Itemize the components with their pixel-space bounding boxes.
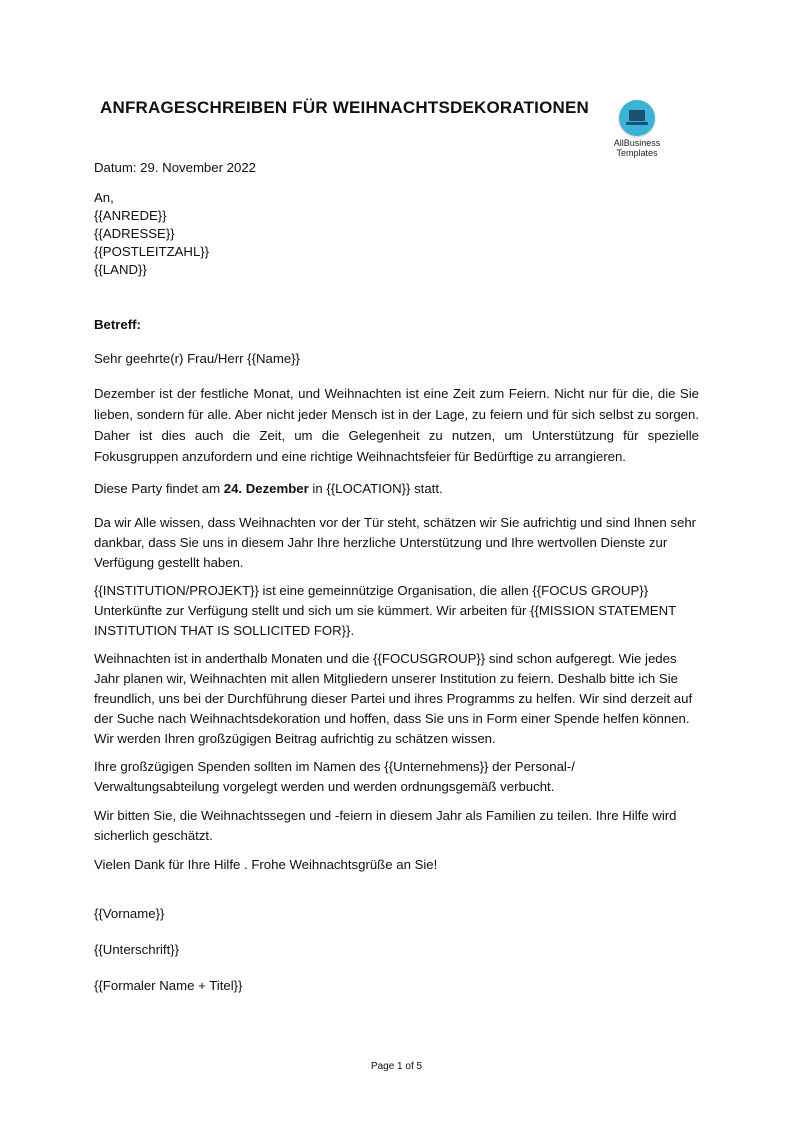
page-footer: Page 1 of 5 — [370, 1061, 423, 1072]
greeting: Sehr geehrte(r) Frau/Herr {{Name}} — [94, 351, 300, 366]
logo-line-2: Templates — [616, 148, 658, 158]
logo-text — [604, 138, 670, 158]
paragraph-institution: {{INSTITUTION/PROJEKT}} ist eine gemeinnützige Organisation, die allen {{FOCUS GROUP}} Unterkünfte zur Verfügung stellt und sich um sie kümmert. Wir arbeiten für {{MISSION STATEMENT INSTITUTION THAT IS SOLLICITED FOR}}. — [94, 583, 676, 638]
sign-first-name: {{Vorname}} — [94, 906, 165, 921]
address-to: An, — [94, 190, 114, 205]
paragraph-plan: Weihnachten ist in anderthalb Monaten und die {{FOCUSGROUP}} sind schon aufgeregt. Wie jedes Jahr planen wir, Weihnachten mit allen Mitgliedern unserer Institution zu feiern. Deshalb bitte ich Sie freundlich, uns bei der Durchführung dieser Partei und ihres Programms zu helfen. Wir sind derzeit auf der Suche nach Weihnachtsdekoration und hoffen, dass Sie uns in Form einer Spende helfen können. Wir werden Ihren großzügigen Beitrag aufrichtig zu schätzen wissen. — [94, 651, 693, 746]
paragraph-closing: Vielen Dank für Ihre Hilfe . Frohe Weihnachtsgrüße an Sie! — [94, 857, 438, 872]
sign-formal-name: {{Formaler Name + Titel}} — [94, 978, 243, 993]
logo-line-1: AllBusiness — [613, 138, 661, 148]
party-prefix: Diese Party findet am — [94, 481, 224, 496]
address-country: {{LAND}} — [94, 262, 147, 277]
paragraph-party — [94, 479, 699, 499]
address-zip: {{POSTLEITZAHL}} — [94, 244, 210, 259]
paragraph-donations: Ihre großzügigen Spenden sollten im Namen des {{Unternehmens}} der Personal-/ Verwaltungsabteilung vorgelegt werden und werden ordnungsgemäß verbucht. — [94, 759, 575, 794]
paragraph-thanks: Da wir Alle wissen, dass Weihnachten vor der Tür steht, schätzen wir Sie aufrichtig und sind Ihnen sehr dankbar, dass Sie uns in diesem Jahr Ihre herzliche Unterstützung und Ihre wertvollen Dienste zur Verfügung gestellt haben. — [94, 515, 697, 570]
allbusiness-logo — [604, 100, 670, 158]
party-date: 24. Dezember — [223, 481, 309, 496]
address-street: {{ADRESSE}} — [94, 226, 175, 241]
date-line: Datum: 29. November 2022 — [94, 160, 256, 175]
address-block — [94, 189, 699, 279]
laptop-icon — [619, 100, 655, 136]
paragraph-intro: Dezember ist der festliche Monat, und Weihnachten ist eine Zeit zum Feiern. Nicht nur für die, die Sie lieben, sondern für alle. Aber nicht jeder Mensch ist in der Lage, zu feiern und für sich selbst zu sorgen. Daher ist dies auch die Zeit, um die Gelegenheit zu nutzen, um Unterstützung für spezielle Fokusgruppen anzufordern und eine richtige Weihnachtsfeier für Bedürftige zu arrangieren. — [94, 386, 699, 464]
document-title: ANFRAGESCHREIBEN FÜR WEIHNACHTSDEKORATIONEN — [100, 98, 590, 117]
party-suffix: in {{LOCATION}} statt. — [308, 481, 443, 496]
address-salutation: {{ANREDE}} — [94, 208, 167, 223]
subject-line: Betreff: — [94, 317, 141, 332]
sign-signature: {{Unterschrift}} — [94, 942, 180, 957]
paragraph-blessings: Wir bitten Sie, die Weihnachtssegen und -feiern in diesem Jahr als Familien zu teilen. Ihre Hilfe wird sicherlich geschätzt. — [94, 808, 677, 843]
